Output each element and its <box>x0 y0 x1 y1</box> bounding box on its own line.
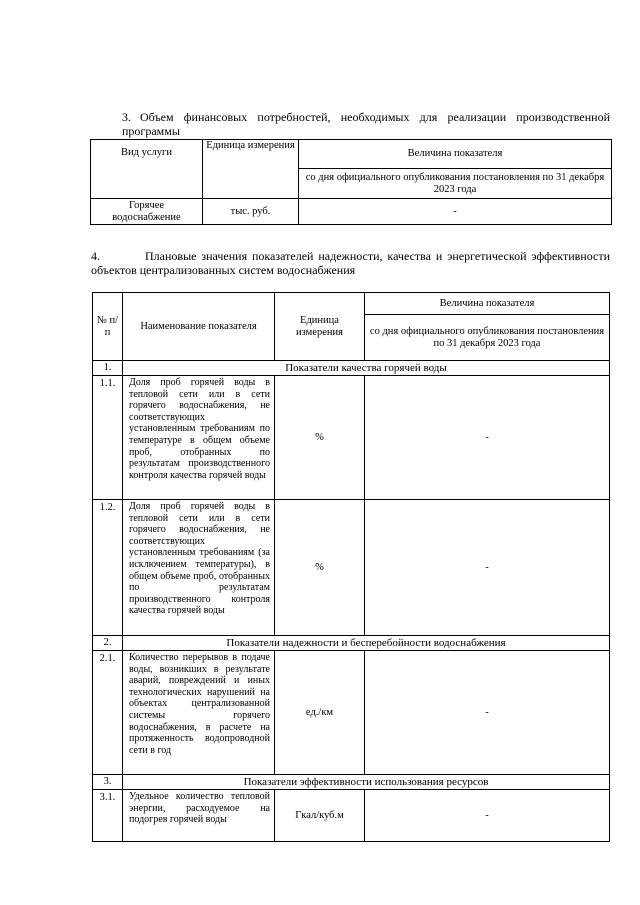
indicator-value: - <box>365 500 610 636</box>
indicators-table <box>92 292 610 842</box>
row-number: 1.1. <box>93 376 123 500</box>
indicator-value: - <box>365 790 610 842</box>
header-unit: Единица измерения <box>203 140 299 199</box>
header-period-line1: со дня официального опубликования постановления <box>369 325 605 337</box>
group-number: 1. <box>93 361 123 376</box>
table-row <box>93 790 610 842</box>
group-row <box>93 361 610 376</box>
header-value: Величина показателя <box>365 293 610 315</box>
header-period-line2: по 31 декабря 2023 года <box>433 337 541 349</box>
table-row <box>91 199 612 225</box>
indicator-unit: ед./км <box>275 651 365 775</box>
cell-value: - <box>299 199 612 225</box>
indicator-value: - <box>365 651 610 775</box>
indicator-unit: % <box>275 500 365 636</box>
group-row <box>93 775 610 790</box>
group-title: Показатели эффективности использования ресурсов <box>123 775 610 790</box>
header-period: со дня официального опубликования постановления по 31 декабря 2023 года <box>299 169 612 199</box>
header-indicator-name: Наименование показателя <box>123 293 275 361</box>
cell-unit: тыс. руб. <box>203 199 299 225</box>
section-3-title: Объем финансовых потребностей, необходимых для реализации производственной программы <box>122 110 610 138</box>
section-4-number: 4. <box>91 249 100 263</box>
section-3-heading <box>122 110 610 138</box>
indicator-unit: % <box>275 376 365 500</box>
row-number: 1.2. <box>93 500 123 636</box>
header-value: Величина показателя <box>299 140 612 169</box>
row-number: 3.1. <box>93 790 123 842</box>
header-service-type: Вид услуги <box>91 140 203 199</box>
section-3-number: 3. <box>122 110 131 124</box>
table-row <box>93 500 610 636</box>
group-number: 3. <box>93 775 123 790</box>
indicator-name: Количество перерывов в подаче воды, возникших в результате аварий, повреждений и иных технологических нарушений на объектах централизованной системы горячего водоснабжения, в расчете на протяженность водопроводной сети в год <box>123 651 275 775</box>
table-row <box>93 651 610 775</box>
cell-service: Горячее водоснабжение <box>91 199 203 225</box>
financial-needs-table <box>90 139 612 225</box>
header-period <box>365 315 610 361</box>
table-row <box>93 376 610 500</box>
header-number: № п/п <box>93 293 123 361</box>
section-4-heading <box>91 249 610 277</box>
indicator-value: - <box>365 376 610 500</box>
indicator-name: Доля проб горячей воды в тепловой сети или в сети горячего водоснабжения, не соответствующих установленным требованиям по температуре в общем объеме проб, отобранных по результатам производственного контроля качества горячей воды <box>123 376 275 500</box>
group-title: Показатели качества горячей воды <box>123 361 610 376</box>
indicator-unit: Гкал/куб.м <box>275 790 365 842</box>
indicator-name: Доля проб горячей воды в тепловой сети или в сети горячего водоснабжения, не соответствующих установленным требованиям (за исключением температуры), в общем объеме проб, отобранных по результатам производственного контроля качества горячей воды <box>123 500 275 636</box>
indicator-name: Удельное количество тепловой энергии, расходуемое на подогрев горячей воды <box>123 790 275 842</box>
group-title: Показатели надежности и бесперебойности водоснабжения <box>123 636 610 651</box>
header-unit: Единица измерения <box>275 293 365 361</box>
group-row <box>93 636 610 651</box>
group-number: 2. <box>93 636 123 651</box>
row-number: 2.1. <box>93 651 123 775</box>
section-4-title: Плановые значения показателей надежности, качества и энергетической эффективности объектов централизованных систем водоснабжения <box>91 249 610 277</box>
